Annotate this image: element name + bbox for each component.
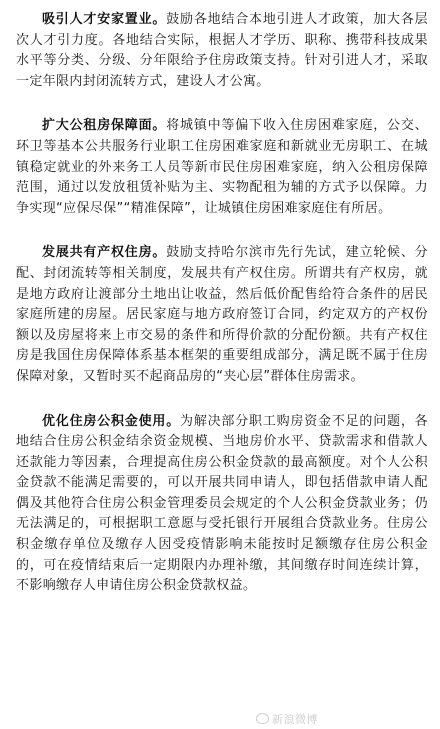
section-body: 鼓励各地结合本地引进人才政策，加大各层次人才引力度。各地结合实际，根据人才学历、职称、携带科技成果水平等分类、分级、分年限给予住房政策支持。针对引进人才，采取一定年限内封闭流转方式，建设人才公寓。 xyxy=(16,12,428,89)
weibo-icon xyxy=(256,713,269,724)
section-heading: 吸引人才安家置业。 xyxy=(42,12,167,27)
section-public-rental xyxy=(16,116,428,219)
section-body: 鼓励支持哈尔滨市先行先试，建立轮候、分配、封闭流转等相关制度，发展共有产权住房。所谓共有产权房，就是地方政府让渡部分土地出让收益，然后低价配售给符合条件的居民家庭所建的房屋。居民家庭与地方政府签订合同，约定双方的产权份额以及房屋将来上市交易的条件和所得价款的分配份额。共有产权住房是我国住房保障体系基本框架的重要组成部分，满足既不属于住房保障对象，又暂时买不起商品房的“夹心层”群体住房需求。 xyxy=(16,245,428,384)
section-divider xyxy=(16,92,428,116)
section-talent-housing xyxy=(16,10,428,92)
section-shared-ownership xyxy=(16,243,428,387)
section-divider xyxy=(16,219,428,243)
section-heading: 优化住房公积金使用。 xyxy=(42,413,181,429)
section-divider xyxy=(16,388,428,412)
section-heading: 扩大公租房保障面。 xyxy=(42,118,167,134)
section-housing-fund xyxy=(16,412,428,597)
section-heading: 发展共有产权住房。 xyxy=(42,245,167,261)
section-body: 将城镇中等偏下收入住房困难家庭，公交、环卫等基本公共服务行业职工住房困难家庭和新就业无房职工、在城镇稳定就业的外来务工人员等新市民住房困难家庭，纳入公租房保障范围，通过以发放租赁补贴为主、实物配租为辅的方式予以保障。力争实现“应保尽保”“精准保障”，让城镇住房困难家庭住有所居。 xyxy=(16,118,428,216)
section-body: 为解决部分职工购房资金不足的问题，各地结合住房公积金结余资金规模、当地房价水平、贷款需求和借款人还款能力等因素，合理提高住房公积金贷款的最高额度。对个人公积金贷款不能满足需要的，可以开展共同申请人，即包括借款申请人配偶及其他符合住房公积金管理委员会规定的个人公积金贷款业务；仍无法满足的，可根据职工意愿与受托银行开展组合贷款业务。住房公积金缴存单位及缴存人因受疫情影响未能按时足额缴存住房公积金的，可在疫情结束后一定期限内办理补缴，其间缴存时间连续计算，不影响缴存人申请住房公积金贷款权益。 xyxy=(16,413,428,594)
watermark-text: 新浪微博 xyxy=(272,713,318,726)
watermark xyxy=(256,711,318,727)
